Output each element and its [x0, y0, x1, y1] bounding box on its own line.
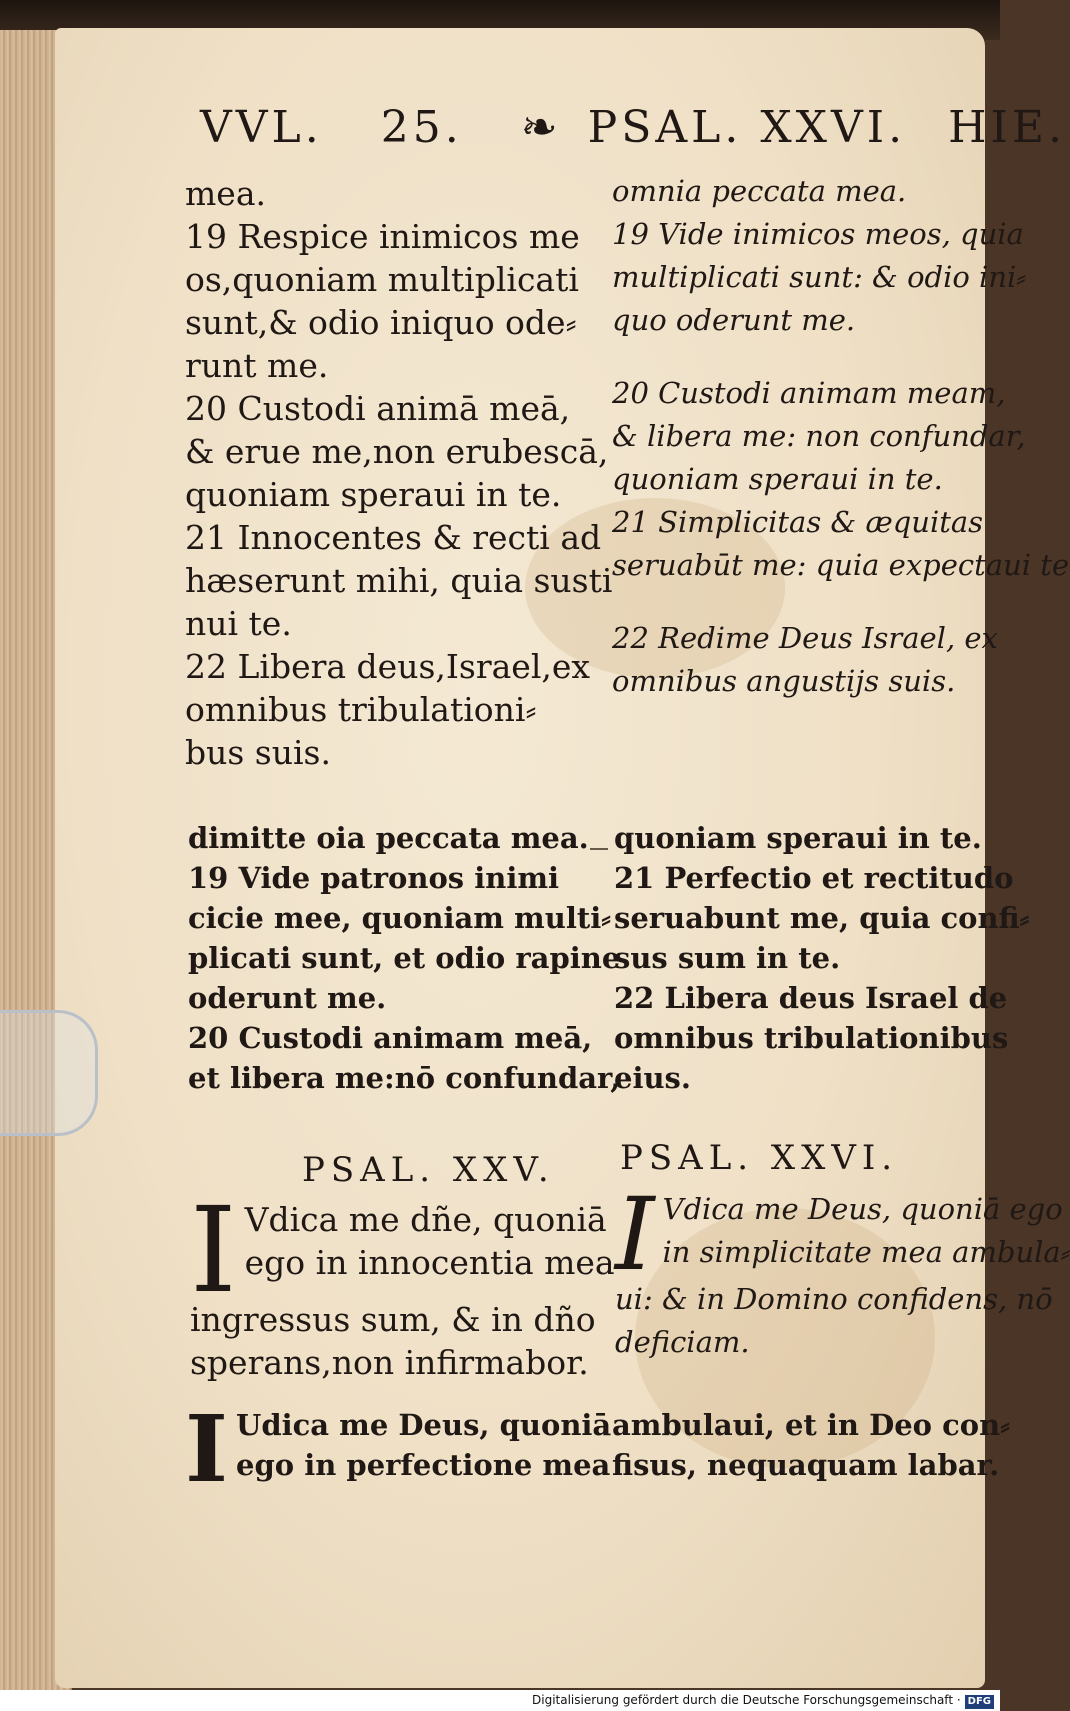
text-line: ego in innocentia mea — [244, 1243, 615, 1282]
text-line: multiplicati sunt: & odio ini⸗ — [612, 260, 1026, 294]
text-line: ui: & in Domino confidens, nō — [615, 1282, 1053, 1316]
text-line: oderunt me. — [188, 981, 387, 1015]
text-line: bus suis. — [185, 733, 331, 772]
text-line: Vdica me dñe, quoniā — [244, 1200, 607, 1239]
running-head-right: HIE. — [948, 102, 1066, 153]
text-line: Vdica me Deus, quoniā ego — [662, 1192, 1063, 1226]
psalm-title-right: PSAL. XXVI. — [620, 1138, 899, 1178]
text-line: sperans,non infirmabor. — [190, 1343, 589, 1382]
text-line: quoniam speraui in te. — [185, 475, 562, 514]
text-line: 22 Redime Deus Israel, ex — [612, 621, 998, 655]
text-line: plicati sunt, et odio rapine — [188, 941, 621, 975]
text-line: 22 Libera deus Israel de — [614, 981, 1008, 1015]
text-block-top-left — [185, 172, 612, 774]
text-line: deficiam. — [615, 1325, 750, 1359]
psalm-intro-left — [190, 1181, 615, 1384]
text-line: os,quoniam multiplicati — [185, 260, 579, 299]
page-number: 25. — [380, 102, 463, 153]
text-block-bottom-left — [185, 1395, 612, 1503]
text-line: omnibus tribulationi⸗ — [185, 690, 537, 729]
text-line: quoniam speraui in te. — [614, 821, 982, 855]
text-line: et libera me:nō confundar, — [188, 1061, 621, 1095]
text-line: 21 Simplicitas & æquitas — [612, 505, 984, 539]
text-line: omnibus angustijs suis. — [612, 664, 956, 698]
text-block-bottom-right — [612, 1405, 1010, 1485]
text-line: seruabūt me: quia expectaui te — [612, 548, 1070, 582]
running-head — [200, 102, 1066, 153]
text-line: 19 Respice inimicos me — [185, 217, 580, 256]
text-line: nui te. — [185, 604, 292, 643]
text-line: 19 Vide patronos inimi — [188, 861, 560, 895]
text-line: mea. — [185, 174, 266, 213]
text-line: ambulaui, et in Deo con⸗ — [612, 1408, 1010, 1442]
drop-cap: I — [615, 1176, 655, 1293]
footer-text: Digitalisierung gefördert durch die Deutsche Forschungsgemeinschaft · — [532, 1693, 961, 1707]
drop-cap: I — [185, 1395, 229, 1503]
text-line: cicie mee, quoniam multi⸗ — [188, 901, 611, 935]
text-line: 19 Vide inimicos meos, quia — [612, 217, 1024, 251]
running-head-left: VVL. — [200, 102, 323, 153]
text-line: quoniam speraui in te. — [612, 462, 943, 496]
text-line: 20 Custodi animā meā, — [185, 389, 571, 428]
text-line: eius. — [614, 1061, 691, 1095]
text-line: 22 Libera deus,Israel,ex — [185, 647, 591, 686]
text-block-top-right — [612, 170, 1069, 703]
text-block-mid-right — [614, 818, 1029, 1098]
psalm-intro-right — [615, 1176, 1070, 1364]
digitization-footer — [0, 1690, 1000, 1711]
text-line: sunt,& odio iniquo ode⸗ — [185, 303, 577, 342]
drop-cap: I — [190, 1181, 237, 1319]
psalm-title-left: PSAL. XXV. — [302, 1150, 555, 1190]
section-title: PSAL. XXVI. — [587, 102, 907, 153]
text-line: ego in perfectione mea — [236, 1448, 611, 1482]
text-line: omnibus tribulationibus — [614, 1021, 1009, 1055]
text-line: ingressus sum, & in dño — [190, 1300, 596, 1339]
text-line: fisus, nequaquam labar. — [612, 1448, 1000, 1482]
text-line: 21 Perfectio et rectitudo — [614, 861, 1014, 895]
text-line: dimitte oia peccata mea. — [188, 821, 589, 855]
text-line: in simplicitate mea ambula⸗ — [662, 1235, 1070, 1269]
text-line: sus sum in te. — [614, 941, 841, 975]
text-line: runt me. — [185, 346, 329, 385]
text-line: & libera me: non confundar, — [612, 419, 1026, 453]
text-line: 20 Custodi animam meam, — [612, 376, 1006, 410]
text-line: 21 Innocentes & recti ad — [185, 518, 602, 557]
ornament-icon: ❧ — [520, 102, 562, 153]
text-block-mid-left — [188, 818, 620, 1098]
divider — [590, 848, 608, 850]
text-line: Udica me Deus, quoniā — [236, 1408, 612, 1442]
text-line: 20 Custodi animam meā, — [188, 1021, 593, 1055]
text-line: & erue me,non erubescā, — [185, 432, 609, 471]
text-line: hæserunt mihi, quia susti — [185, 561, 613, 600]
text-line: omnia peccata mea. — [612, 174, 907, 208]
dfg-logo: DFG — [965, 1695, 994, 1709]
paper-clip — [0, 1010, 98, 1136]
text-line: quo oderunt me. — [612, 303, 856, 337]
text-line: seruabunt me, quia confi⸗ — [614, 901, 1030, 935]
